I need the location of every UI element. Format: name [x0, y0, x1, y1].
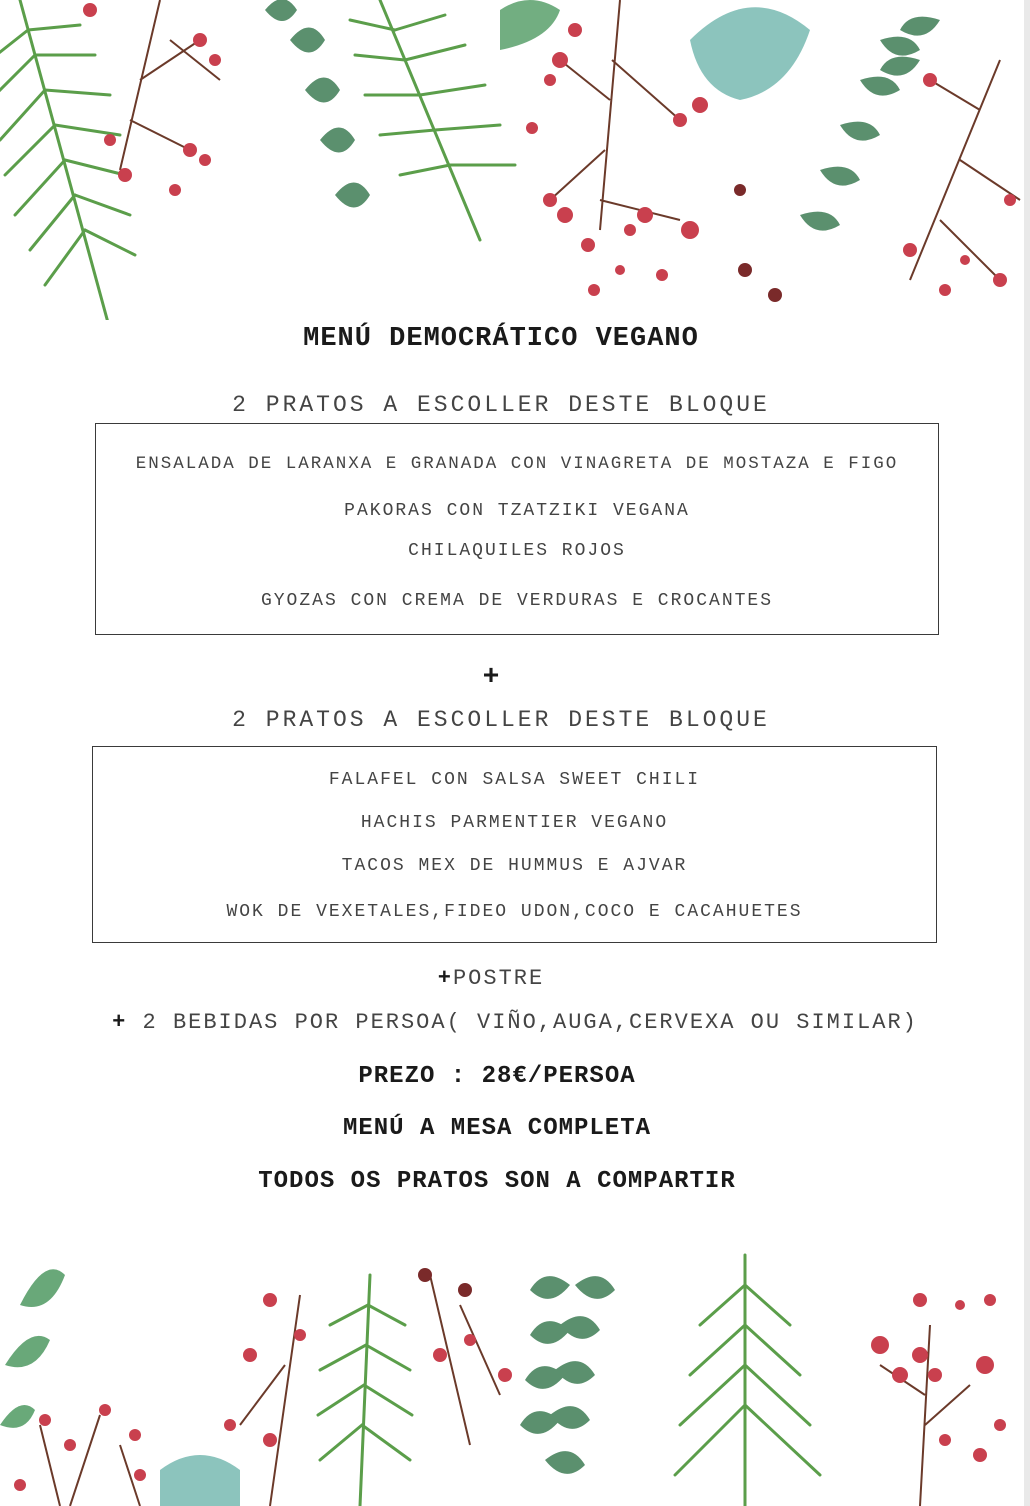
- drinks-label: 2 BEBIDAS POR PERSOA( VIÑO,AUGA,CERVEXA OU SIMILAR): [142, 1010, 918, 1035]
- dish-item: ENSALADA DE LARANXA E GRANADA CON VINAGRETA DE MOSTAZA E FIGO: [135, 454, 899, 474]
- dish-item: FALAFEL CON SALSA SWEET CHILI: [328, 770, 701, 790]
- dish-item: CHILAQUILES ROJOS: [408, 541, 626, 561]
- dish-item: TACOS MEX DE HUMMUS E AJVAR: [341, 856, 688, 876]
- dessert-line: +POSTRE: [437, 966, 545, 991]
- share-note: TODOS OS PRATOS SON A COMPARTIR: [258, 1168, 736, 1195]
- drinks-line: + 2 BEBIDAS POR PERSOA( VIÑO,AUGA,CERVEXA OU SIMILAR): [112, 1010, 918, 1035]
- block2-heading: 2 PRATOS A ESCOLLER DESTE BLOQUE: [232, 707, 770, 733]
- top-foliage-illustration: [0, 0, 1030, 320]
- dish-item: PAKORAS CON TZATZIKI VEGANA: [344, 501, 690, 521]
- menu-title: MENÚ DEMOCRÁTICO VEGANO: [303, 324, 699, 354]
- dessert-label: POSTRE: [452, 966, 545, 991]
- plus-sign: +: [482, 662, 500, 693]
- price-label: PREZO : 28€/PERSOA: [358, 1063, 636, 1090]
- block2-box: [92, 746, 937, 943]
- dish-item: GYOZAS CON CREMA DE VERDURAS E CROCANTES: [260, 591, 774, 611]
- dish-item: HACHIS PARMENTIER VEGANO: [360, 813, 669, 833]
- bottom-foliage-illustration: [0, 1245, 1030, 1506]
- dish-item: WOK DE VEXETALES,FIDEO UDON,COCO E CACAHUETES: [226, 902, 803, 922]
- table-note: MENÚ A MESA COMPLETA: [342, 1115, 652, 1142]
- block1-heading: 2 PRATOS A ESCOLLER DESTE BLOQUE: [232, 392, 770, 418]
- block1-box: [95, 423, 939, 635]
